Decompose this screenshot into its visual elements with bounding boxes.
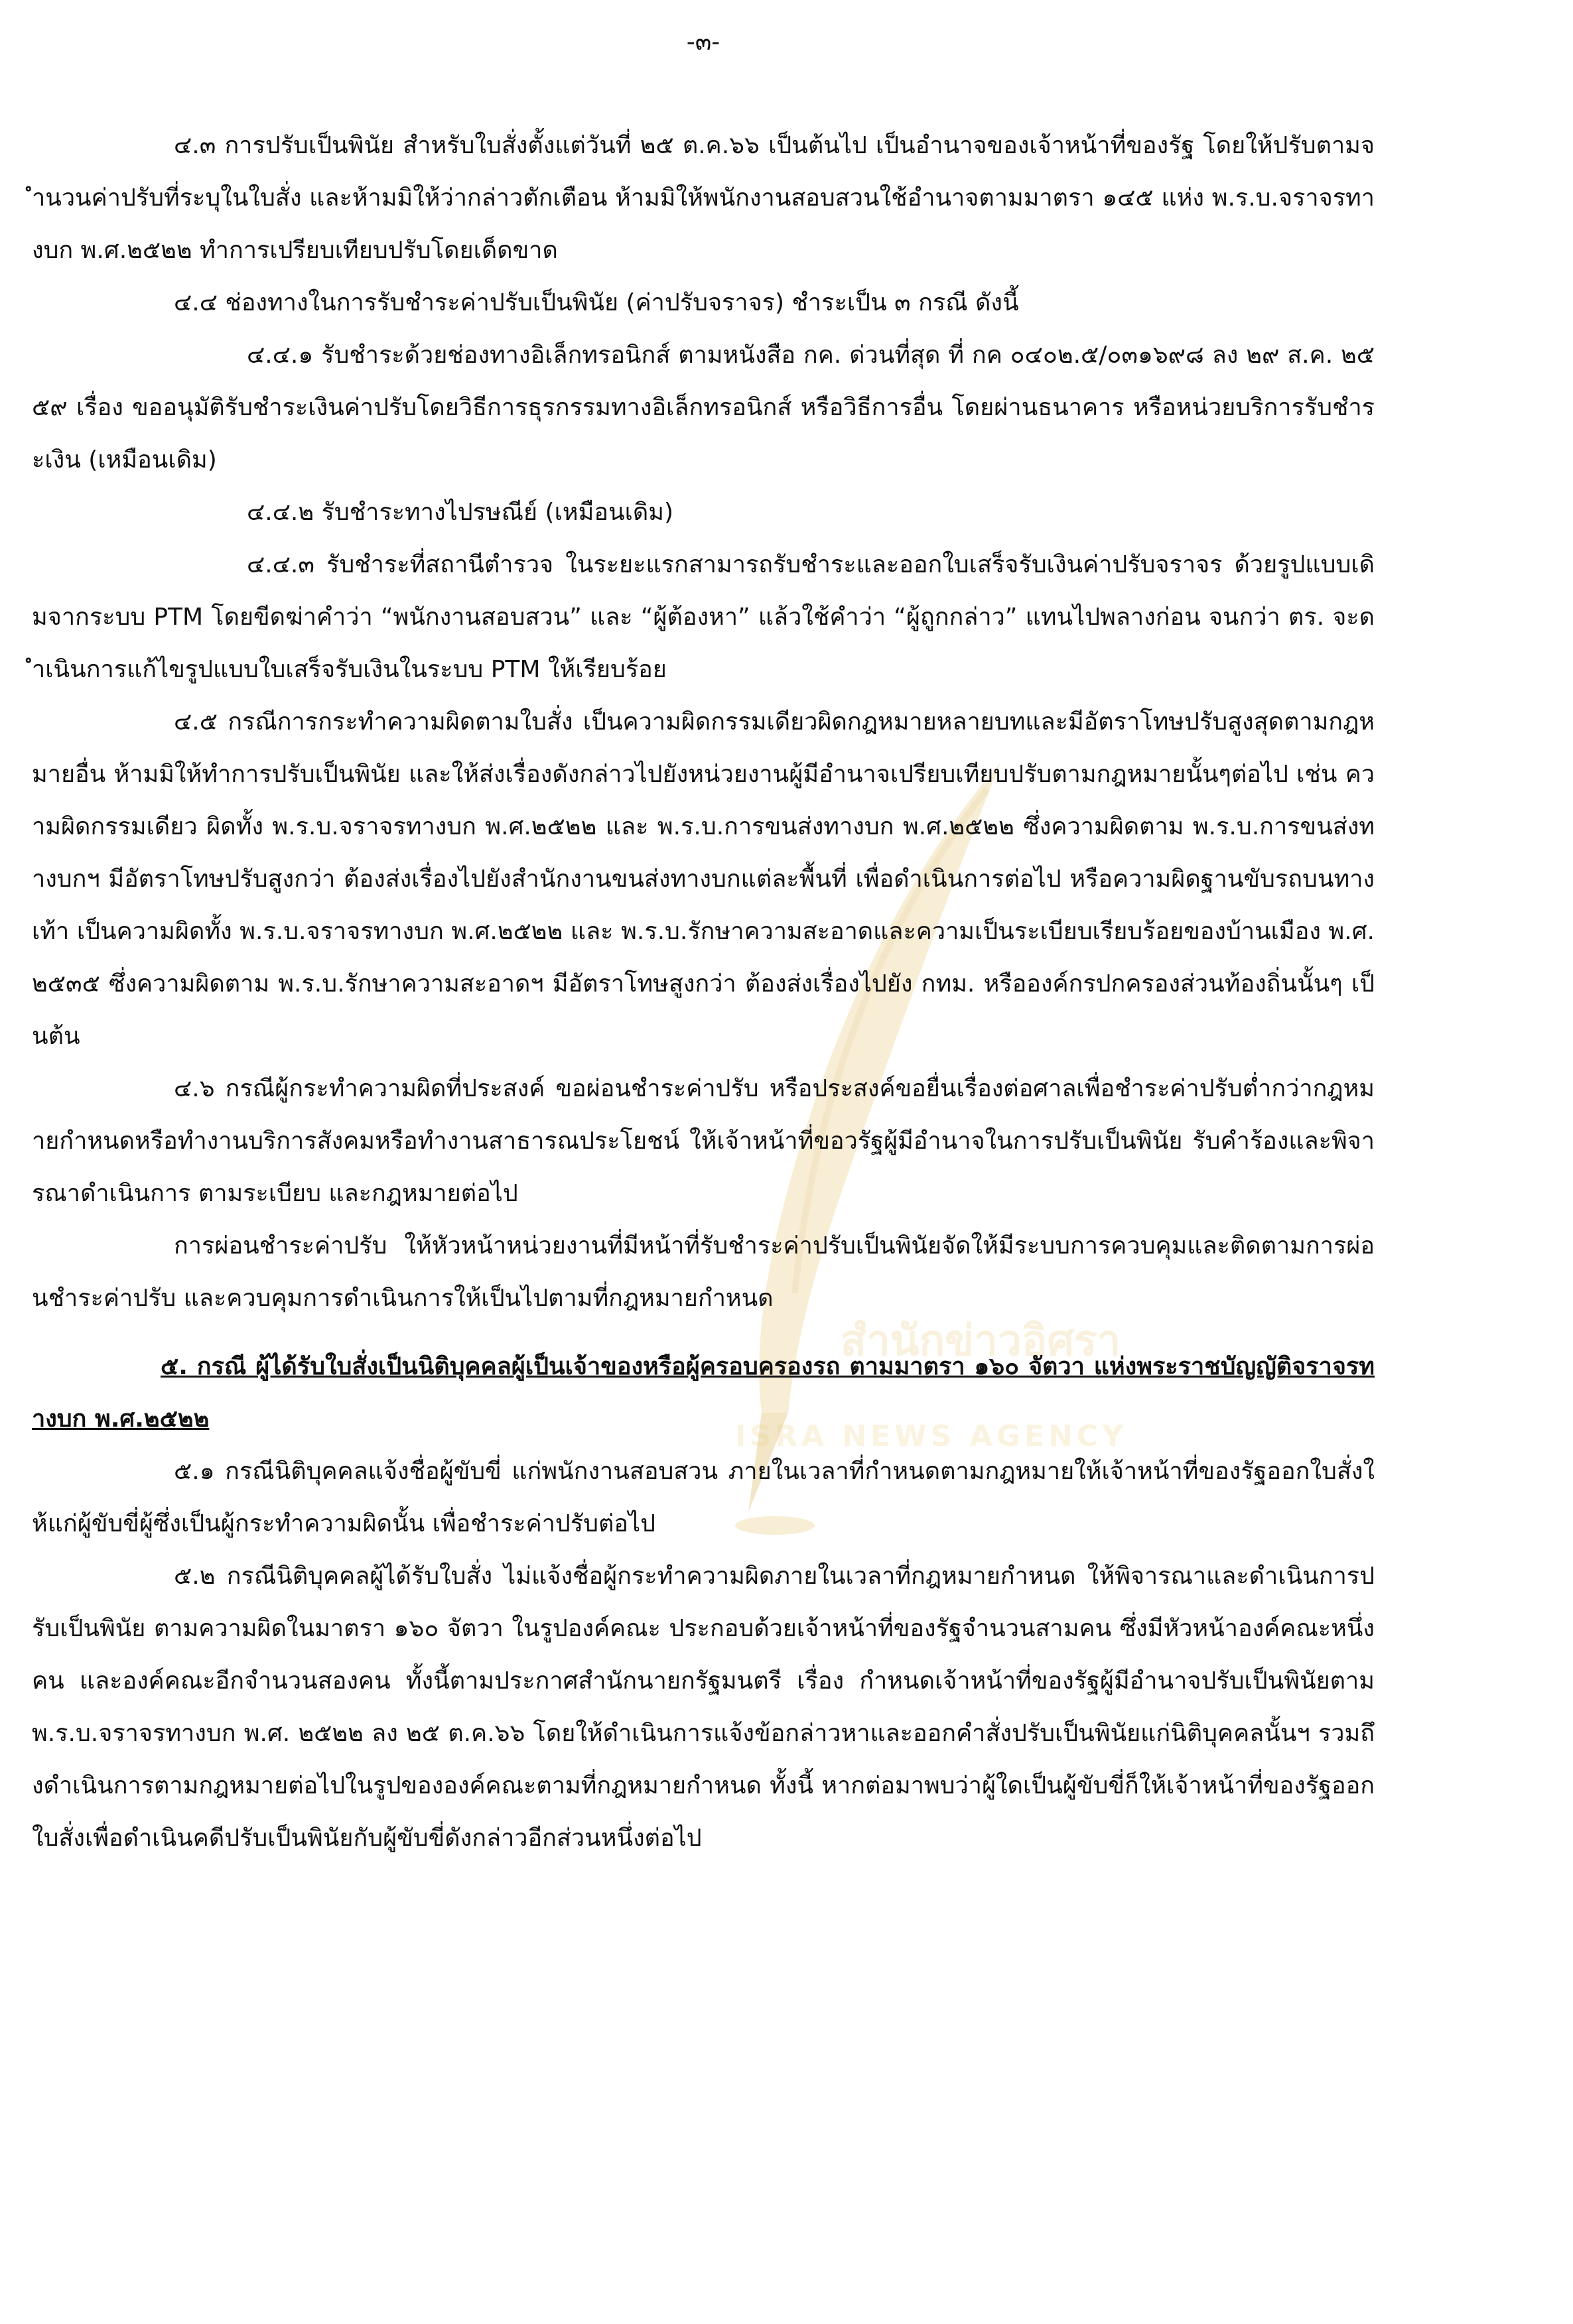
document-page xyxy=(32,0,1375,2324)
section-5-heading: ๕. กรณี ผู้ได้รับใบสั่งเป็นนิติบุคคลผู้เป็นเจ้าของหรือผู้ครอบครองรถ ตามมาตรา ๑๖๐ จัตวา แห่งพระราชบัญญัติจราจรทางบก พ.ศ.๒๕๒๒ xyxy=(32,1353,1375,1433)
paragraph-4-4-2: ๔.๔.๒ รับชำระทางไปรษณีย์ (เหมือนเดิม) xyxy=(247,499,674,526)
document-body xyxy=(32,119,1375,1864)
paragraph-4-4-1: ๔.๔.๑ รับชำระด้วยช่องทางอิเล็กทรอนิกส์ ตามหนังสือ กค. ด่วนที่สุด ที่ กค ๐๔๐๒.๕/๐๓๑๖๙๘ ลง ๒๙ ส.ค. ๒๕๕๙ เรื่อง ขออนุมัติรับชำระเงินค่าปรับโดยวิธีการธุรกรรมทางอิเล็กทรอนิกส์ หรือวิธีการอื่น โดยผ่านธนาคาร หรือหน่วยบริการรับชำระเงิน (เหมือนเดิม) xyxy=(32,342,1375,474)
paragraph-4-6: ๔.๖ กรณีผู้กระทำความผิดที่ประสงค์ ขอผ่อนชำระค่าปรับ หรือประสงค์ขอยื่นเรื่องต่อศาลเพื่อชำระค่าปรับต่ำกว่ากฎหมายกำหนดหรือทำงานบริการสังคมหรือทำงานสาธารณประโยชน์ ให้เจ้าหน้าที่ขอวรัฐผู้มีอำนาจในการปรับเป็นพินัย รับคำร้องและพิจารณาดำเนินการ ตามระเบียบ และกฎหมายต่อไป xyxy=(32,1075,1375,1207)
watermark-subtext: ISRA NEWS AGENCY xyxy=(735,1419,1127,1453)
page-number: -๓- xyxy=(686,29,720,56)
watermark-text: สำนักข่าวอิศรา xyxy=(840,1317,1121,1366)
paragraph-installment: การผ่อนชำระค่าปรับ ให้หัวหน้าหน่วยงานที่มีหน้าที่รับชำระค่าปรับเป็นพินัยจัดให้มีระบบการควบคุมและติดตามการผ่อนชำระค่าปรับ และควบคุมการดำเนินการให้เป็นไปตามที่กฎหมายกำหนด xyxy=(32,1232,1375,1312)
paragraph-5-1: ๕.๑ กรณีนิติบุคคลแจ้งชื่อผู้ขับขี่ แก่พนักงานสอบสวน ภายในเวลาที่กำหนดตามกฎหมายให้เจ้าหน้าที่ของรัฐออกใบสั่งให้แก่ผู้ขับขี่ผู้ซึ่งเป็นผู้กระทำความผิดนั้น เพื่อชำระค่าปรับต่อไป xyxy=(32,1458,1375,1537)
paragraph-4-4-3: ๔.๔.๓ รับชำระที่สถานีตำรวจ ในระยะแรกสามารถรับชำระและออกใบเสร็จรับเงินค่าปรับจราจร ด้วยรูปแบบเดิมจากระบบ PTM โดยขีดฆ่าคำว่า “พนักงานสอบสวน” และ “ผู้ต้องหา” แล้วใช้คำว่า “ผู้ถูกกล่าว” แทนไปพลางก่อน จนกว่า ตร. จะดำเนินการแก้ไขรูปแบบใบเสร็จรับเงินในระบบ PTM ให้เรียบร้อย xyxy=(32,551,1375,683)
paragraph-5-2: ๕.๒ กรณีนิติบุคคลผู้ได้รับใบสั่ง ไม่แจ้งชื่อผู้กระทำความผิดภายในเวลาที่กฎหมายกำหนด ให้พิจารณาและดำเนินการปรับเป็นพินัย ตามความผิดในมาตรา ๑๖๐ จัตวา ในรูปองค์คณะ ประกอบด้วยเจ้าหน้าที่ของรัฐจำนวนสามคน ซึ่งมีหัวหน้าองค์คณะหนึ่งคน และองค์คณะอีกจำนวนสองคน ทั้งนี้ตามประกาศสำนักนายกรัฐมนตรี เรื่อง กำหนดเจ้าหน้าที่ของรัฐผู้มีอำนาจปรับเป็นพินัยตาม พ.ร.บ.จราจรทางบก พ.ศ. ๒๕๒๒ ลง ๒๕ ต.ค.๖๖ โดยให้ดำเนินการแจ้งข้อกล่าวหาและออกคำสั่งปรับเป็นพินัยแก่นิติบุคคลนั้นฯ รวมถึงดำเนินการตามกฎหมายต่อไปในรูปขององค์คณะตามที่กฎหมายกำหนด ทั้งนี้ หากต่อมาพบว่าผู้ใดเป็นผู้ขับขี่ก็ให้เจ้าหน้าที่ของรัฐออกใบสั่งเพื่อดำเนินคดีปรับเป็นพินัยกับผู้ขับขี่ดังกล่าวอีกส่วนหนึ่งต่อไป xyxy=(32,1563,1375,1852)
paragraph-4-4: ๔.๔ ช่องทางในการรับชำระค่าปรับเป็นพินัย (ค่าปรับจราจร) ชำระเป็น ๓ กรณี ดังนี้ xyxy=(174,289,1019,316)
paragraph-4-3: ๔.๓ การปรับเป็นพินัย สำหรับใบสั่งตั้งแต่วันที่ ๒๕ ต.ค.๖๖ เป็นต้นไป เป็นอำนาจของเจ้าหน้าที่ของรัฐ โดยให้ปรับตามจำนวนค่าปรับที่ระบุในใบสั่ง และห้ามมิให้ว่ากล่าวตักเตือน ห้ามมิให้พนักงานสอบสวนใช้อำนาจตามมาตรา ๑๔๕ แห่ง พ.ร.บ.จราจรทางบก พ.ศ.๒๕๒๒ ทำการเปรียบเทียบปรับโดยเด็ดขาด xyxy=(32,132,1375,264)
paragraph-4-5: ๔.๕ กรณีการกระทำความผิดตามใบสั่ง เป็นความผิดกรรมเดียวผิดกฎหมายหลายบทและมีอัตราโทษปรับสูงสุดตามกฎหมายอื่น ห้ามมิให้ทำการปรับเป็นพินัย และให้ส่งเรื่องดังกล่าวไปยังหน่วยงานผู้มีอำนาจเปรียบเทียบปรับตามกฎหมายนั้นๆต่อไป เช่น ความผิดกรรมเดียว ผิดทั้ง พ.ร.บ.จราจรทางบก พ.ศ.๒๕๒๒ และ พ.ร.บ.การขนส่งทางบก พ.ศ.๒๕๒๒ ซึ่งความผิดตาม พ.ร.บ.การขนส่งทางบกฯ มีอัตราโทษปรับสูงกว่า ต้องส่งเรื่องไปยังสำนักงานขนส่งทางบกแต่ละพื้นที่ เพื่อดำเนินการต่อไป หรือความผิดฐานขับรถบนทางเท้า เป็นความผิดทั้ง พ.ร.บ.จราจรทางบก พ.ศ.๒๕๒๒ และ พ.ร.บ.รักษาความสะอาดและความเป็นระเบียบเรียบร้อยของบ้านเมือง พ.ศ.๒๕๓๕ ซึ่งความผิดตาม พ.ร.บ.รักษาความสะอาดฯ มีอัตราโทษสูงกว่า ต้องส่งเรื่องไปยัง กทม. หรือองค์กรปกครองส่วนท้องถิ่นนั้นๆ เป็นต้น xyxy=(32,708,1375,1050)
